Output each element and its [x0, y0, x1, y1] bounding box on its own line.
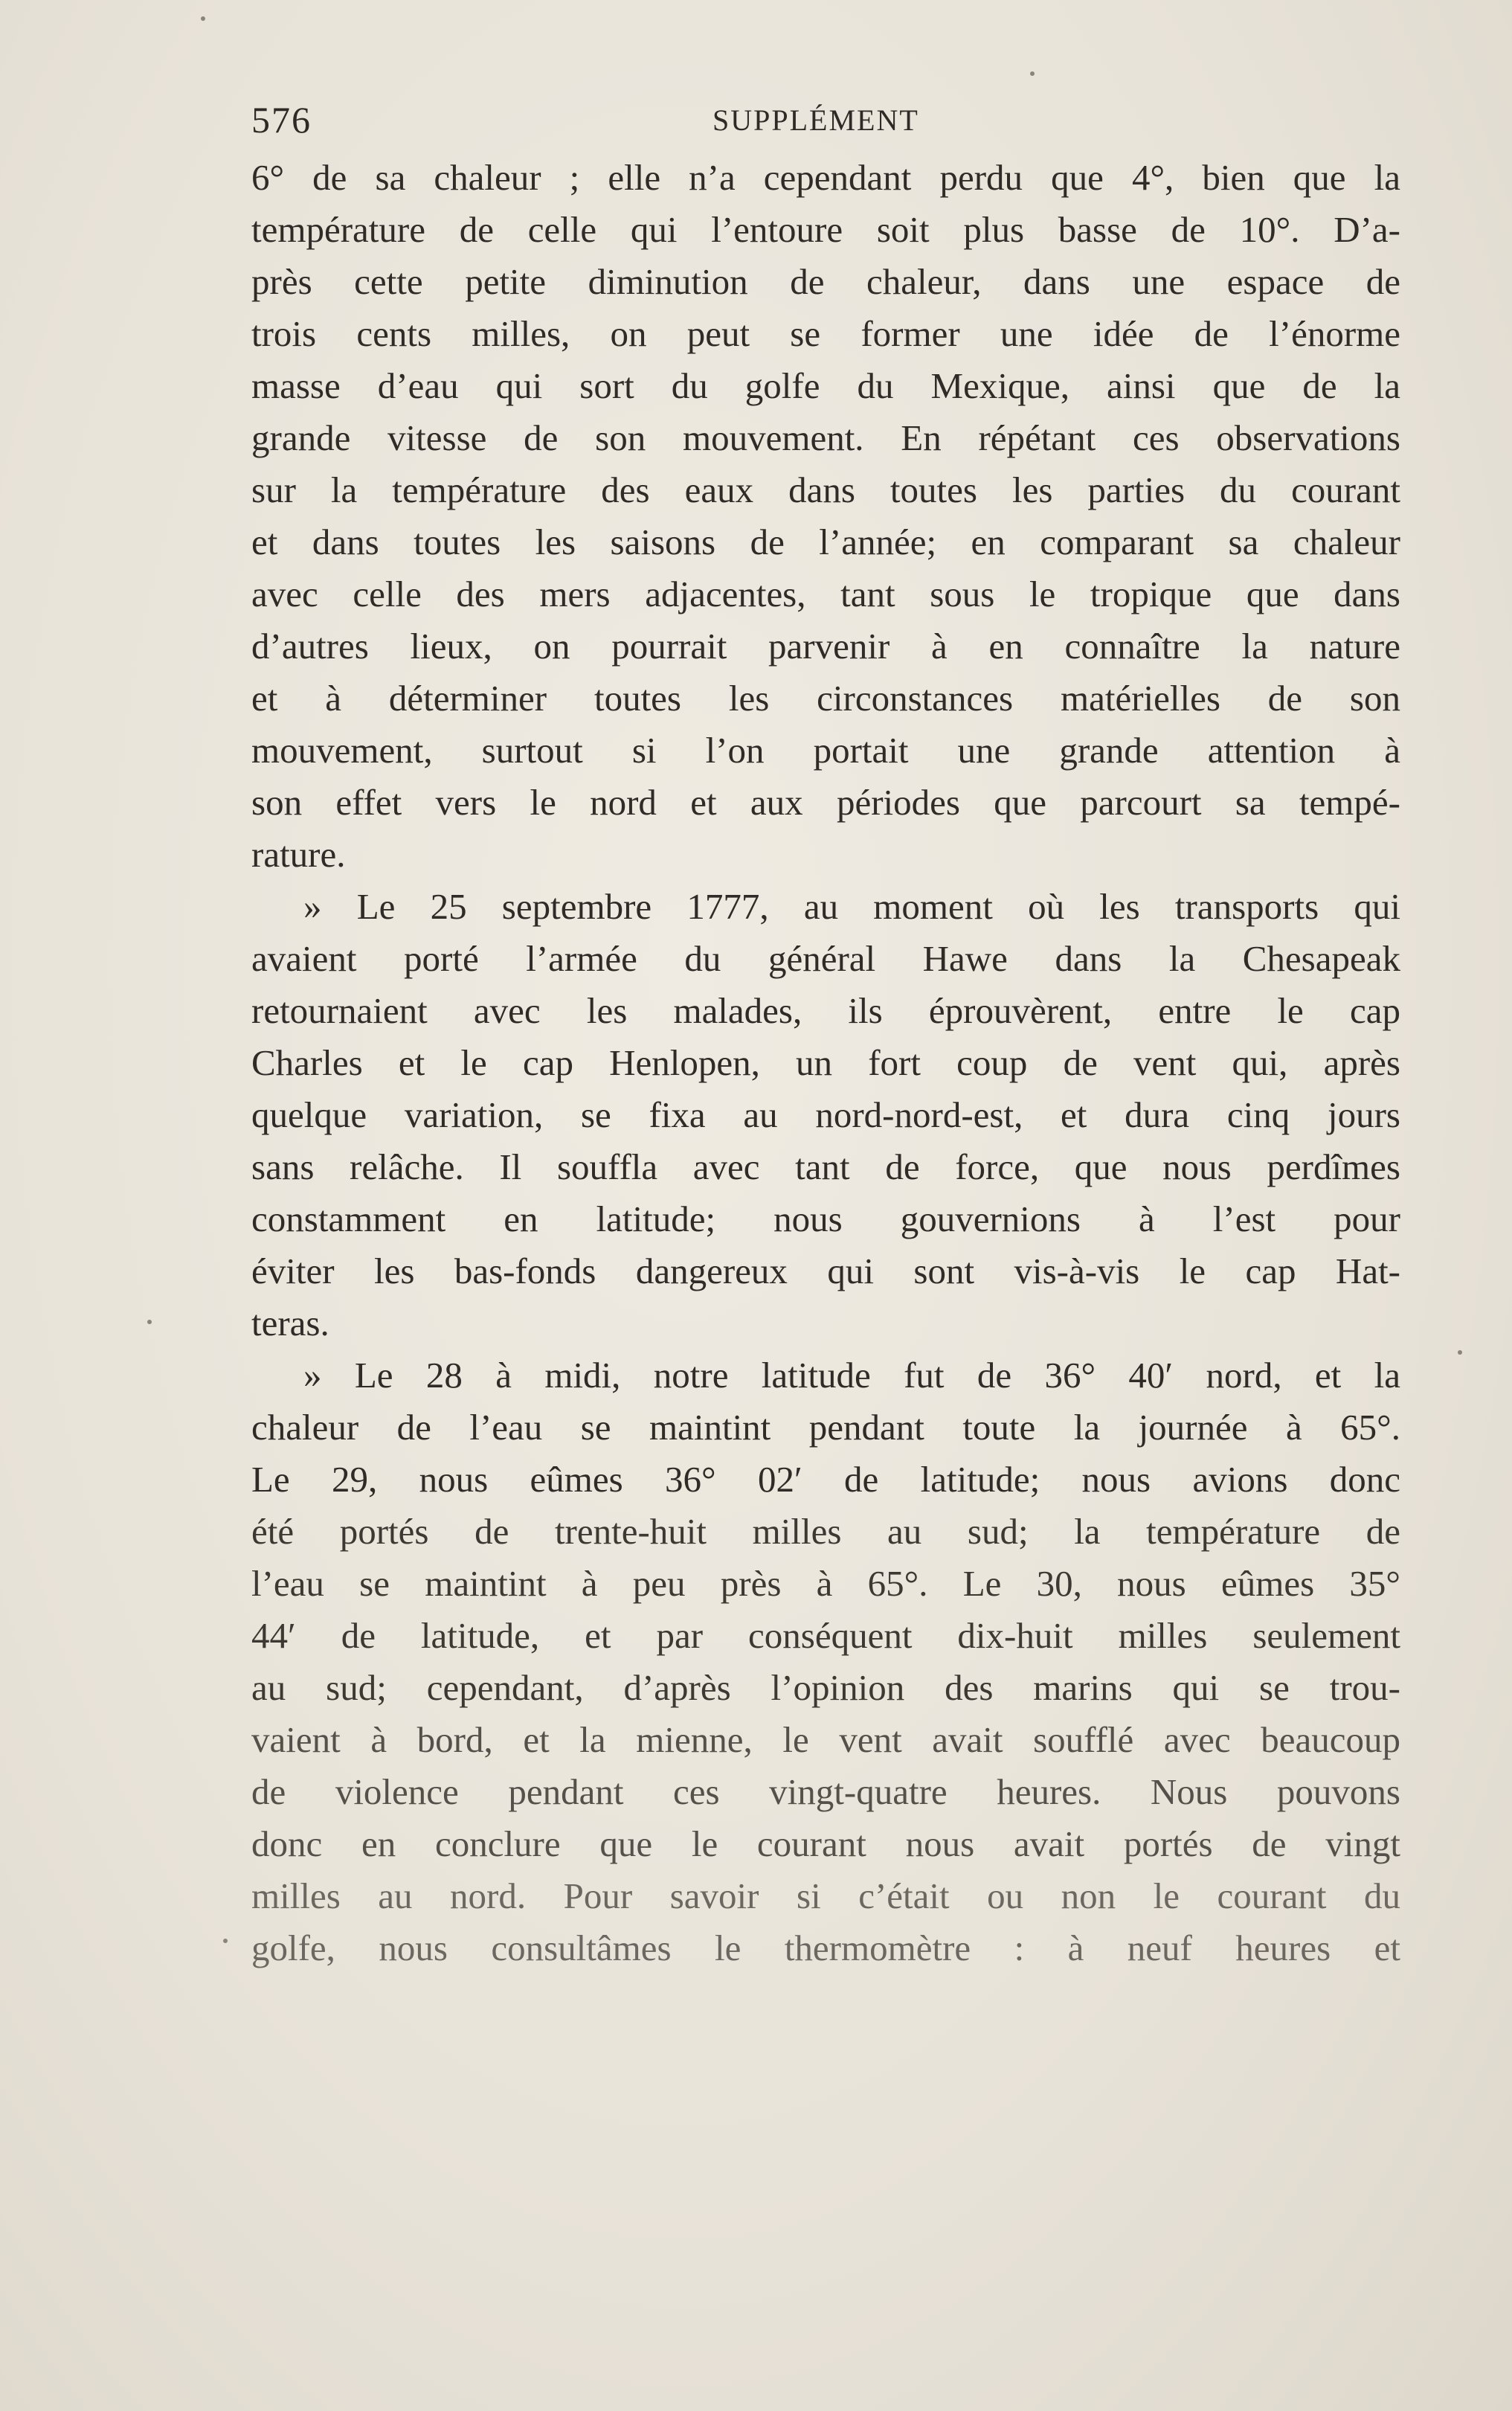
text-line: température de celle qui l’entoure soit plus basse de 10°. D’a-: [251, 209, 1400, 250]
page-number: 576: [251, 99, 312, 141]
text-line: et dans toutes les saisons de l’année; en comparant sa chaleur: [251, 521, 1400, 562]
text-line: sur la température des eaux dans toutes les parties du courant: [251, 469, 1400, 510]
text-line: trois cents milles, on peut se former une idée de l’énorme: [251, 313, 1400, 354]
text-line: milles au nord. Pour savoir si c’était ou non le courant du: [251, 1875, 1400, 1916]
text-line: chaleur de l’eau se maintint pendant toute la journée à 65°.: [251, 1407, 1400, 1448]
text-line: son effet vers le nord et aux périodes que parcourt sa tempé-: [251, 782, 1400, 823]
text-line: éviter les bas-fonds dangereux qui sont vis-à-vis le cap Hat-: [251, 1251, 1400, 1291]
text-line: avaient porté l’armée du général Hawe dans la Chesapeak: [251, 938, 1400, 979]
text-line: quelque variation, se fixa au nord-nord-est, et dura cinq jours: [251, 1094, 1400, 1135]
text-line: et à déterminer toutes les circonstances matérielles de son: [251, 678, 1400, 719]
text-line: 6° de sa chaleur ; elle n’a cependant perdu que 4°, bien que la: [251, 157, 1400, 198]
text-line: d’autres lieux, on pourrait parvenir à en connaître la nature: [251, 626, 1400, 667]
body-text: [251, 152, 1400, 1974]
text-line: » Le 28 à midi, notre latitude fut de 36° 40′ nord, et la: [303, 1355, 1400, 1396]
text-line: grande vitesse de son mouvement. En répétant ces observations: [251, 417, 1400, 458]
text-line: près cette petite diminution de chaleur, dans une espace de: [251, 261, 1400, 302]
text-line: masse d’eau qui sort du golfe du Mexique, ainsi que de la: [251, 365, 1400, 406]
text-line: avec celle des mers adjacentes, tant sous le tropique que dans: [251, 574, 1400, 614]
paper-speck: [147, 1320, 152, 1324]
paper-speck: [201, 16, 205, 21]
text-line: mouvement, surtout si l’on portait une grande attention à: [251, 730, 1400, 771]
text-line: Charles et le cap Henlopen, un fort coup de vent qui, après: [251, 1042, 1400, 1083]
text-line: constamment en latitude; nous gouvernions à l’est pour: [251, 1198, 1400, 1239]
text-line: 44′ de latitude, et par conséquent dix-huit milles seulement: [251, 1615, 1400, 1656]
page-header: [251, 98, 1255, 143]
text-line: golfe, nous consultâmes le thermomètre : à neuf heures et: [251, 1927, 1400, 1968]
text-line: l’eau se maintint à peu près à 65°. Le 30, nous eûmes 35°: [251, 1563, 1400, 1604]
text-line: Le 29, nous eûmes 36° 02′ de latitude; nous avions donc: [251, 1459, 1400, 1500]
text-line: de violence pendant ces vingt-quatre heures. Nous pouvons: [251, 1771, 1400, 1812]
text-line: été portés de trente-huit milles au sud; la température de: [251, 1511, 1400, 1552]
text-line: retournaient avec les malades, ils éprouvèrent, entre le cap: [251, 990, 1400, 1031]
paper-speck: [1030, 71, 1035, 76]
paper-speck: [223, 1939, 228, 1943]
running-title: SUPPLÉMENT: [712, 103, 919, 137]
text-line: » Le 25 septembre 1777, au moment où les transports qui: [303, 886, 1400, 927]
text-line: au sud; cependant, d’après l’opinion des marins qui se trou-: [251, 1667, 1400, 1708]
text-line: sans relâche. Il souffla avec tant de force, que nous perdîmes: [251, 1146, 1400, 1187]
text-line: vaient à bord, et la mienne, le vent avait soufflé avec beaucoup: [251, 1719, 1400, 1760]
text-line: rature.: [251, 834, 346, 875]
paper-speck: [1458, 1350, 1462, 1355]
text-line: teras.: [251, 1303, 329, 1343]
text-line: donc en conclure que le courant nous avait portés de vingt: [251, 1823, 1400, 1864]
